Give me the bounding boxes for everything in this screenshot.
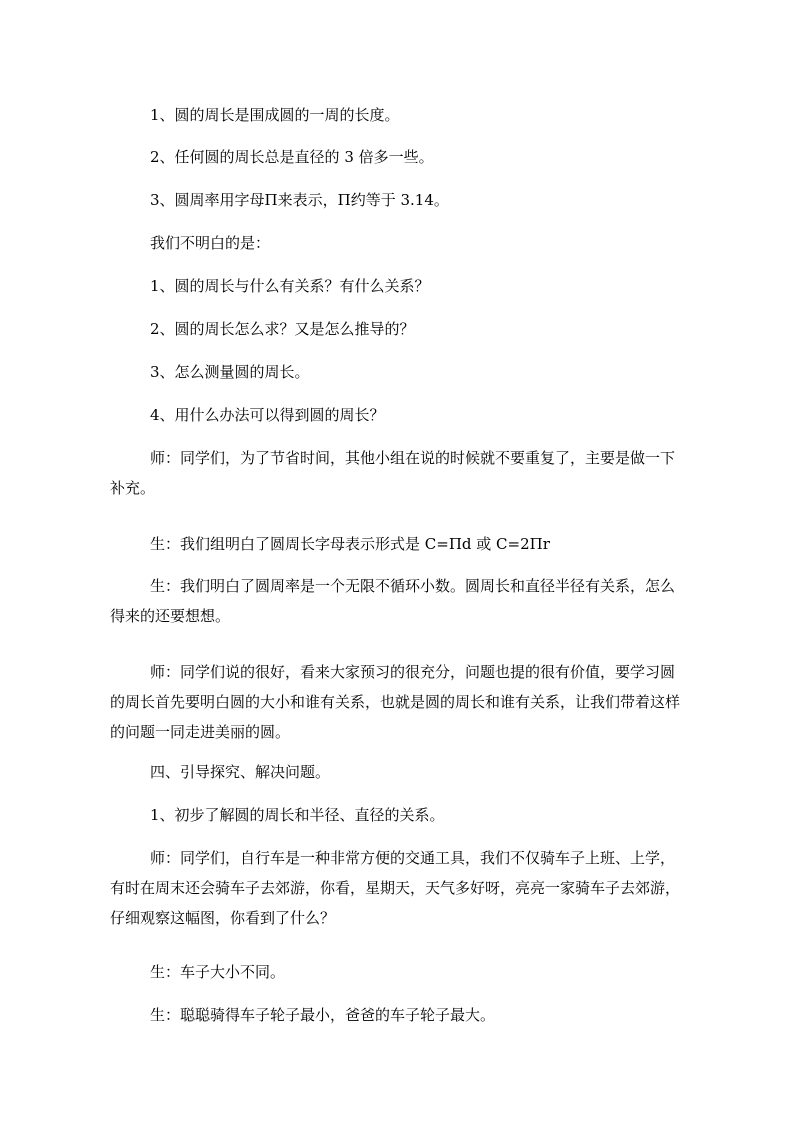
paragraph-16: 生：车子大小不同。 [150, 963, 286, 981]
paragraph-12: 师：同学们说的很好，看来大家预习的很充分，问题也提的很有价值，要学习圆的周长首先要明白圆的大小和谁有关系，也就是圆的周长和谁有关系，让我们带着这样的问题一同走进美丽的圆。 [110, 663, 681, 741]
paragraph-2: 2、任何圆的周长总是直径的 3 倍多一些。 [150, 148, 434, 166]
paragraph-13: 四、引导探究、解决问题。 [150, 763, 331, 781]
paragraph-7: 3、怎么测量圆的周长。 [150, 363, 310, 381]
paragraph-14: 1、初步了解圆的周长和半径、直径的关系。 [150, 806, 445, 824]
paragraph-8: 4、用什么办法可以得到圆的周长？ [150, 406, 385, 424]
paragraph-9: 师：同学们，为了节省时间，其他小组在说的时候就不要重复了，主要是做一下补充。 [110, 449, 676, 497]
paragraph-6: 2、圆的周长怎么求？又是怎么推导的？ [150, 320, 415, 338]
paragraph-10: 生：我们组明白了圆周长字母表示形式是 C=Πd 或 C=2Πr [150, 535, 550, 553]
paragraph-11: 生：我们明白了圆周率是一个无限不循环小数。圆周长和直径半径有关系，怎么得来的还要想想。 [110, 577, 676, 625]
paragraph-15: 师：同学们，自行车是一种非常方便的交通工具，我们不仅骑车子上班、上学，有时在周末还会骑车子去郊游，你看，星期天，天气多好呀，亮亮一家骑车子去郊游，仔细观察这幅图，你看到了什么？ [110, 849, 681, 927]
paragraph-4: 我们不明白的是： [150, 234, 271, 252]
paragraph-5: 1、圆的周长与什么有关系？有什么关系？ [150, 277, 430, 295]
paragraph-1: 1、圆的周长是围成圆的一周的长度。 [150, 106, 400, 124]
paragraph-17: 生：聪聪骑得车子轮子最小，爸爸的车子轮子最大。 [150, 1006, 496, 1024]
paragraph-3: 3、圆周率用字母Π来表示，Π约等于 3.14。 [150, 191, 449, 209]
